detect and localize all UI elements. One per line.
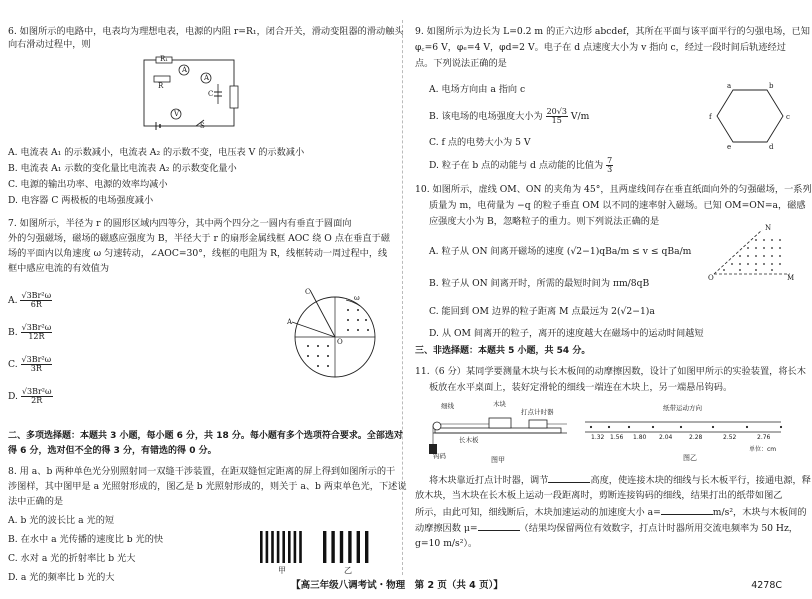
- q8-label-jia: 甲: [278, 566, 286, 575]
- q7-label-a: A: [287, 318, 293, 326]
- q10-option-c[interactable]: C. 能回到 OM 边界的粒子距离 M 点最远为 2(√2−1)a: [429, 306, 655, 317]
- q9-option-b[interactable]: [429, 108, 589, 125]
- q9-label-f: f: [709, 113, 712, 121]
- q11-tape-value-6: 2.52: [723, 434, 737, 441]
- q9-stem-line2: φ꜀=6 V，φₑ=4 V，φd=2 V。电子在 d 点速度大小为 v 指向 c，经过一段时间后轨迹经过: [415, 42, 786, 53]
- section-2-line2: 得 6 分，选对但不全的得 3 分，有错选的得 0 分。: [8, 446, 217, 456]
- q6-label-s: S: [200, 122, 205, 130]
- q10-label-n: N: [765, 224, 772, 232]
- q11-text-1: 将木块靠近打点计时器，调节: [429, 475, 549, 486]
- q7-option-d-den: 2R: [31, 396, 43, 405]
- q11-text-line5: g=10 m/s²）。: [415, 538, 478, 549]
- q8-option-d[interactable]: D. a 光的频率比 b 光的大: [8, 572, 115, 583]
- q11-text-5: 动摩擦因数 μ=: [415, 523, 478, 534]
- q9-option-b-num: 20√3: [546, 107, 567, 116]
- q7-option-c[interactable]: [8, 356, 52, 373]
- q11-tape-value-2: 1.56: [610, 434, 624, 441]
- q6-label-a2: A: [204, 74, 210, 82]
- q11-tape-value-1: 1.32: [591, 434, 605, 441]
- q11-label-fig-yi: 图乙: [683, 454, 697, 462]
- footer-title: 【高三年级八调考试・物理 第 2 页（共 4 页）】: [291, 580, 503, 591]
- q10-label-o: O: [708, 274, 714, 282]
- q7-option-d-letter: D.: [8, 391, 18, 402]
- q7-stem-line4: 框中感应电流的有效值为: [8, 263, 110, 274]
- q11-text-6: （结果均保留两位有效数字，打点计时器所用交流电频率为 50 Hz，: [519, 523, 798, 534]
- q7-option-c-num: √3Br²ω: [21, 355, 52, 364]
- q9-option-b-post: V/m: [570, 111, 590, 122]
- q11-blank-acceleration[interactable]: [661, 506, 713, 515]
- q9-hexagon-figure: [715, 86, 785, 146]
- q7-option-d-fraction: [21, 388, 53, 405]
- q7-option-b-fraction: [21, 324, 53, 341]
- q7-label-o: O: [337, 338, 343, 346]
- q9-option-b-fraction: [546, 108, 568, 125]
- q10-label-m: M: [787, 274, 795, 282]
- q8-option-a[interactable]: A. b 光的波长比 a 光的短: [8, 515, 115, 526]
- q8-label-yi: 乙: [344, 566, 352, 575]
- q7-option-b[interactable]: [8, 324, 52, 341]
- q9-stem-line1: 9. 如图所示为边长为 L=0.2 m 的正六边形 abcdef，其所在平面与该平面平行的匀强电场，已知: [415, 26, 810, 37]
- q9-option-d-pre: D. 粒子在 b 点的动能与 d 点动能的比值为: [429, 160, 604, 171]
- q6-label-r1: R₁: [160, 55, 169, 63]
- q7-option-b-letter: B.: [8, 327, 18, 338]
- q11-tape-value-3: 1.80: [633, 434, 647, 441]
- q11-tape-unit: 单位：cm: [749, 446, 777, 453]
- q7-label-omega: ω: [354, 294, 360, 302]
- q6-label-r: R: [158, 82, 164, 90]
- q9-label-c: c: [786, 113, 790, 121]
- q7-stem-line1: 7. 如图所示，半径为 r 的圆形区域内四等分，其中两个四分之一圆内有垂直于圆面向: [8, 218, 352, 229]
- q7-label-c: C: [305, 288, 311, 296]
- q7-option-a-letter: A.: [8, 295, 18, 306]
- q8-stem-line1: 8. 用 a、b 两种单色光分别照射同一双缝干涉装置，在距双缝恒定距离的屏上得到如图所示的干: [8, 466, 396, 477]
- q7-option-a-num: √3Br²ω: [21, 291, 52, 300]
- q8-fringe-yi: [323, 531, 373, 563]
- q11-label-timer: 打点计时器: [521, 408, 554, 416]
- q11-tape-value-4: 2.04: [659, 434, 673, 441]
- q7-option-a-fraction: [20, 292, 52, 309]
- q11-text-line2: 放木块，当木块在长木板上运动一段距离时，剪断连接钩码的细线，结果打出的纸带如图乙: [415, 490, 783, 501]
- q11-tape-value-7: 2.76: [757, 434, 771, 441]
- q10-option-d[interactable]: D. 从 OM 间离开的粒子，离开的速度越大在磁场中的运动时间越短: [429, 328, 704, 339]
- q9-option-d-num: 7: [607, 156, 613, 165]
- q9-label-a: a: [727, 82, 732, 90]
- q7-option-a-den: 6R: [30, 300, 42, 309]
- q6-label-a1: A: [182, 66, 188, 74]
- q6-option-b[interactable]: B. 电流表 A₁ 示数的变化量比电流表 A₂ 的示数变化量小: [8, 163, 237, 174]
- q6-circuit-figure: [136, 54, 246, 134]
- q9-label-e: e: [727, 143, 732, 151]
- footer-code: 4278C: [751, 580, 782, 591]
- q11-stem-line1: 11.（6 分）某同学要测量木块与长木板间的动摩擦因数，设计了如图甲所示的实验装置，将长木: [415, 366, 806, 377]
- q11-blank-friction[interactable]: [478, 522, 520, 531]
- q11-text-3: 所示，由此可知，细线断后，木块加速运动的加速度大小 a=: [415, 507, 661, 518]
- q9-option-a[interactable]: A. 电场方向由 a 指向 c: [429, 84, 526, 95]
- q7-option-b-den: 12R: [28, 332, 45, 341]
- q7-option-c-fraction: [21, 356, 53, 373]
- q6-option-a[interactable]: A. 电流表 A₁ 的示数减小，电流表 A₂ 的示数不变，电压表 V 的示数减小: [8, 147, 305, 158]
- q9-option-b-den: 15: [551, 116, 562, 125]
- q8-stem-line2: 涉图样，其中图甲是 a 光照射形成的，图乙是 b 光照射形成的，则关于 a、b 两束单色光，下述说: [8, 481, 407, 492]
- q10-option-b[interactable]: B. 粒子从 ON 间离开时，所需的最短时间为 πm/8qB: [429, 278, 650, 289]
- q10-option-a[interactable]: A. 粒子从 ON 间离开磁场的速度 (√2−1)qBa/m ≤ v ≤ qBa/m: [429, 246, 692, 257]
- q11-stem-line2: 板放在水平桌面上，装好定滑轮的细线一端连在木块上，另一端悬吊钩码。: [429, 382, 733, 393]
- q10-stem-line3: 应强度大小为 B，忽略粒子的重力。则下列说法正确的是: [429, 216, 660, 227]
- q7-circle-figure: [290, 292, 380, 382]
- q6-label-c: C: [208, 90, 214, 98]
- q7-option-c-den: 3R: [30, 364, 42, 373]
- q11-text-4: m/s²，木块与木板间的: [712, 507, 807, 518]
- q10-wedge-figure: [712, 228, 792, 278]
- q10-stem-line2: 质量为 m，电荷量为 −q 的粒子垂直 OM 以不同的速率射入磁场。已知 OM=ON=a，磁感: [429, 200, 806, 211]
- q11-label-string: 细线: [441, 402, 454, 410]
- q11-tape-value-5: 2.28: [689, 434, 703, 441]
- q9-option-c[interactable]: C. f 点的电势大小为 5 V: [429, 137, 531, 148]
- q7-option-d-num: √3Br²ω: [21, 387, 52, 396]
- q7-option-a[interactable]: [8, 292, 52, 309]
- q8-stem-line3: 法中正确的是: [8, 496, 64, 507]
- q7-option-b-num: √3Br²ω: [21, 323, 52, 332]
- q6-stem-line2: 向右滑动过程中，则: [8, 39, 91, 50]
- q11-text-line4: [415, 522, 798, 535]
- q7-option-d[interactable]: [8, 388, 53, 405]
- section-2-line1: 二、多项选择题：本题共 3 小题，每小题 6 分，共 18 分。每小题有多个选项符合要求。全部选对: [8, 431, 403, 441]
- q9-option-b-pre: B. 该电场的电场强度大小为: [429, 111, 543, 122]
- q11-blank-height[interactable]: [548, 474, 590, 483]
- q11-text-2: 高度，使连接木块的细线与长木板平行，接通电源，释: [590, 475, 811, 486]
- q7-stem-line3: 场的平面内以角速度 ω 匀速转动，∠AOC=30°，线框的电阻为 R，线框转动一周过程中，线: [8, 248, 388, 259]
- q7-option-c-letter: C.: [8, 359, 18, 370]
- q11-label-weight: 钩码: [433, 452, 446, 460]
- q11-text-line1: [429, 474, 811, 487]
- q11-tape-title: 纸带运动方向: [663, 404, 702, 412]
- q7-stem-line2: 外的匀强磁场，磁场的磁感应强度为 B，半径大于 r 的扇形金属线框 AOC 绕 O 点在垂直于磁: [8, 233, 390, 244]
- q9-option-d-fraction: [606, 157, 613, 174]
- q10-stem-line1: 10. 如图所示，虚线 OM、ON 的夹角为 45°，且两虚线间存在垂直纸面向外的匀强磁场，一系列: [415, 184, 812, 195]
- q11-label-fig-jia: 图甲: [491, 456, 505, 464]
- q11-label-board: 长木板: [459, 436, 479, 444]
- section-3-title: 三、非选择题：本题共 5 小题，共 54 分。: [415, 346, 591, 356]
- q11-label-block: 木块: [493, 400, 506, 408]
- q8-fringe-jia: [260, 531, 306, 563]
- q6-label-v: V: [174, 110, 180, 118]
- q9-stem-line3: 点。下列说法正确的是: [415, 58, 507, 69]
- q6-stem-line1: 6. 如图所示的电路中，电表均为理想电表，电源的内阻 r=R₁，闭合开关，滑动变阻器的滑动触头: [8, 26, 404, 37]
- q9-label-d: d: [769, 143, 774, 151]
- q9-option-d[interactable]: [429, 157, 613, 174]
- q9-label-b: b: [769, 82, 774, 90]
- q9-option-d-den: 3: [607, 165, 613, 174]
- q8-option-c[interactable]: C. 水对 a 光的折射率比 b 光大: [8, 553, 136, 564]
- q8-option-b[interactable]: B. 在水中 a 光传播的速度比 b 光的快: [8, 534, 164, 545]
- q11-text-line3: [415, 506, 807, 519]
- q6-option-d[interactable]: D. 电容器 C 两极板的电场强度减小: [8, 195, 154, 206]
- q6-option-c[interactable]: C. 电源的输出功率、电源的效率均减小: [8, 179, 168, 190]
